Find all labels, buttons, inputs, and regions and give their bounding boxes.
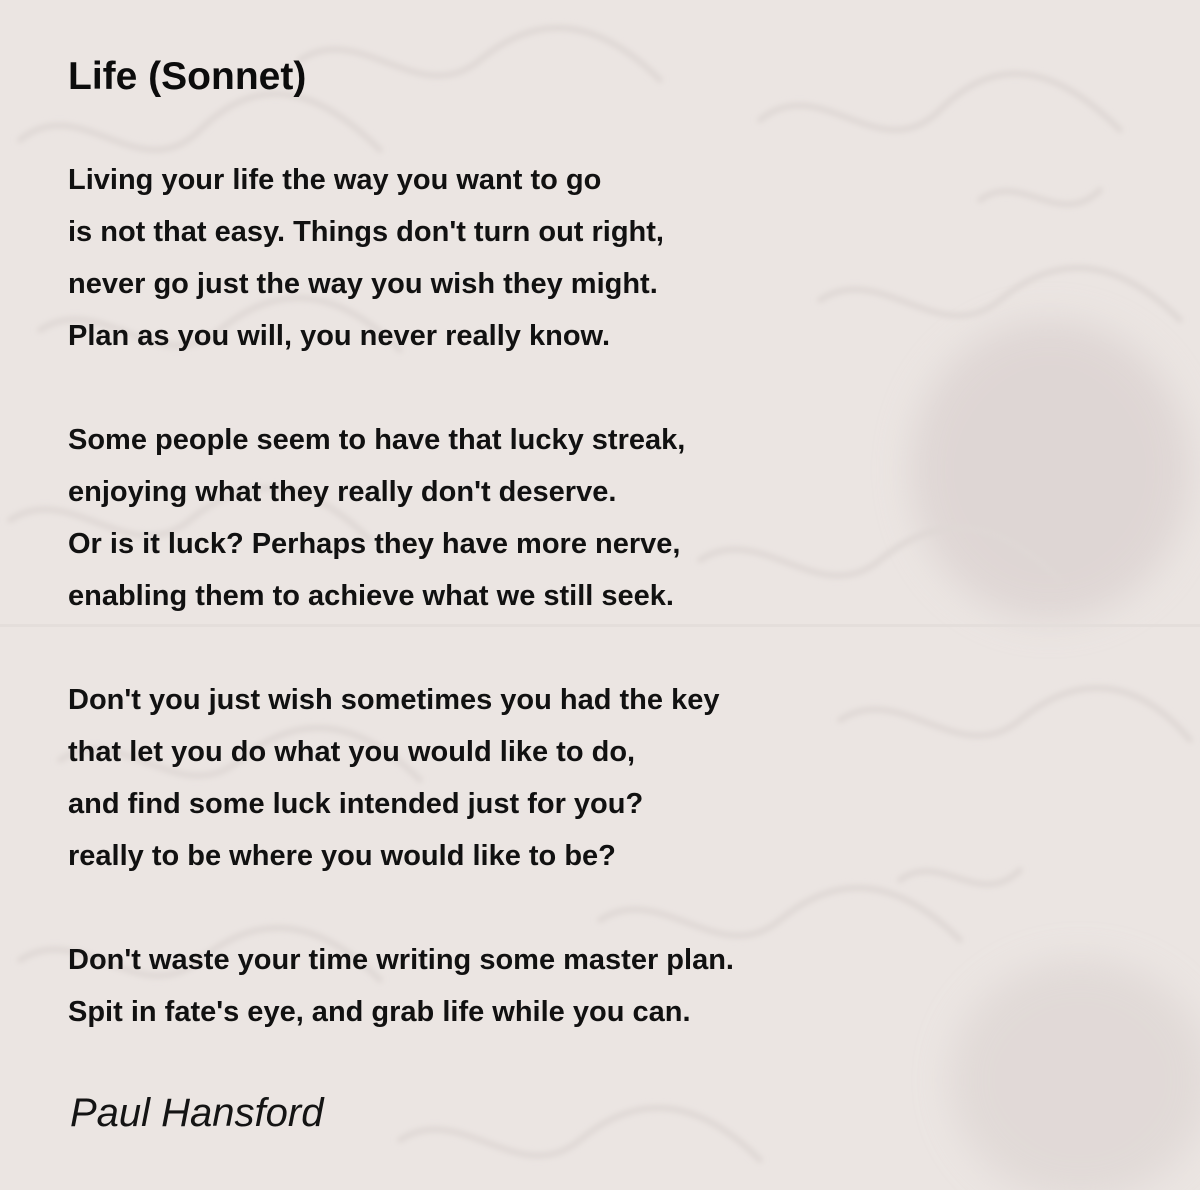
stanza-1 bbox=[68, 154, 1168, 362]
poem-line: enabling them to achieve what we still seek. bbox=[68, 580, 674, 612]
poem-line: Spit in fate's eye, and grab life while you can. bbox=[68, 996, 691, 1028]
poem-body bbox=[68, 154, 1168, 1090]
poem-line: Plan as you will, you never really know. bbox=[68, 320, 611, 352]
poem-line: Some people seem to have that lucky streak, bbox=[68, 424, 686, 456]
poem-line: enjoying what they really don't deserve. bbox=[68, 476, 617, 508]
poem-line: Or is it luck? Perhaps they have more nerve, bbox=[68, 528, 681, 560]
poem-line: Living your life the way you want to go bbox=[68, 164, 602, 196]
poem-line: really to be where you would like to be? bbox=[68, 840, 616, 872]
poem-line: Don't you just wish sometimes you had the key bbox=[68, 684, 720, 716]
poem-line: is not that easy. Things don't turn out right, bbox=[68, 216, 664, 248]
stanza-2 bbox=[68, 414, 1168, 622]
poem-line: never go just the way you wish they might. bbox=[68, 268, 658, 300]
poem-author: Paul Hansford bbox=[70, 1091, 324, 1135]
poem-line: and find some luck intended just for you? bbox=[68, 788, 644, 820]
poem-title: Life (Sonnet) bbox=[68, 55, 307, 98]
stanza-4 bbox=[68, 934, 1168, 1038]
poem-line: that let you do what you would like to do, bbox=[68, 736, 636, 768]
poem-line: Don't waste your time writing some master plan. bbox=[68, 944, 734, 976]
stanza-3 bbox=[68, 674, 1168, 882]
